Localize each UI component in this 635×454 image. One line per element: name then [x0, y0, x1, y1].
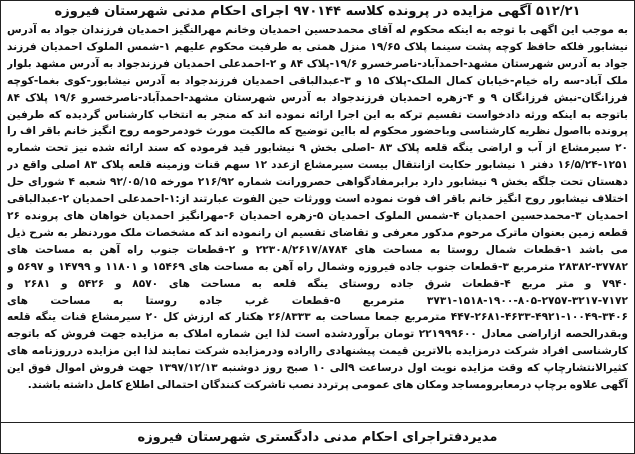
notice-signature: مدیردفتراجرای احکام مدنی دادگستری شهرستان فیروزه [137, 430, 498, 445]
notice-title: ۵۱۲/۲۱ آگهی مزایده در پرونده کلاسه ۹۷۰۱۴۴ اجرای احکام مدنی شهرستان فیروزه [54, 4, 581, 19]
notice-body: به موجب این اگهی با توجه به اینکه محکوم له آقای محمدحسین احمدیان وخانم مهرالنگیز احمدیان فرزندان جواد به آدرس نیشابور فلکه حافظ کوچه پشت سینما پلاک ۱۹/۶۵ منزل همتی به طرفیت محکوم علیهم ۱-شمس الملوک احمدیان فرزند جواد به آدرس شهرستان مشهد-احمدآباد-ناصرخسرو ۱۹/۶-پلاک ۸۴ و ۲-احمدعلی احمدیان فرزندجواد به آدرس مشهد بلوار ملک آباد-سه راه خیام-خیابان کمال الملک-پلاک ۱۵ و ۳-عبدالباقی احمدیان فرزندجواد به آدرس نیشابور-کوی بغما-کوچه فرزانگان-نبش فرزانگان ۹ و ۴-زهره احمدیان فرزندجواد به آدرس شهرستان مشهد-احمدآباد-ناصرخسرو ۱۹/۶ پلاک ۸۴ باتوجه به اینکه ورثه دادخواست تقسیم ترکه به این اجرا ارائه نموده اند که منجر به انتخاب کارشناس گردیده که طرفین پرونده بااصول نظریه کارشناسی وباحضور محکوم له بااین توضیح که مالکیت مورث خودمرحومه روح انگیز خانم باقر اف را ۲۰ سیرمشاع از آب و اراضی ینگه قلعه پلاک ۸۳ -اصلی بخش ۹ نیشابور قید فرموده که سند ارائه شده نیز تحت شماره ۱۲۵۱-۱۶/۵/۲۴ دفتر ۱ نیشابور حکایت ازانتقال بیست سیرمشاع ازعدد ۱۲ سهم قنات وزمینه قلعه پلاک ۸۳ اصلی واقع در دهستان تحت جلگه بخش ۹ نیشابور دارد برابرمفادگواهی حصرورانت شماره ۲۱۶/۹۲ مورخه ۹۲/۰۵/۱۵ شعبه ۴ شورای حل اختلاف نیشابور روح انگیز خانم باقر اف فوت نموده است وورثات حین الفوت عبارتند از:۱-احمدعلی احمدیان ۲-عبدالباقی احمدیان ۳-محمدحسین احمدیان ۴-شمس الملوک احمدیان ۵-زهره احمدیان ۶-مهرانگیز احمدیان خواهان های پرونده ۲۶ قطعه زمین بعنوان ماترک مرحوم مدکور معرفی و تقاضای تقسیم ان رانموده اند که مشخصات ملک موردنظر به شرح ذیل می باشد ۱-قطعات شمال روستا به مساحت های ۲۲۳۰۸/۲۶۱۷/۸۷۸۴ و ۲-قطعات جنوب راه آهن به مساحت های ۳۷۷۸۲-۲۸۳۸۲ مترمربع ۳-قطعات جنوب جاده فیروزه وشمال راه آهن به مساحت های ۱۵۴۶۹ و ۱۱۸۰۱ و ۱۴۷۹۹ و ۵۶۹۷ و ۷۹۴۰ و متر مربع ۴-قطعات شرق جاده روستای ینگه قلعه به مساحت های ۸۵۷۰ و ۵۴۲۶ و ۲۶۸۱ و ۷۱۷۲-۳۲۱۷-۲۷۵۷-۸۰۵-۱۹۰۰-۱۵۱۸-۳۷۳۱ مترمربع ۵-قطعات غرب جاده روستا به مساحت های ۳۴۰۶-۱۰۰۴۹-۴۹۲۱-۴۶۳۳-۲۶۸۱-۴۴۷ مترمربع جمعا مساحت به ۲۶/۸۳۳۳ هکتار که ارزش کل ۲۰ سیرمشاع قنات ینگه قلعه وبقدرالحصه ازاراضی معادل ۲۲۱۹۹۹۶۰۰ تومان برآوردشده است لذا این شماره املاک به مزایده جهت فروش که باتوجه کارشناسی افراد شرکت درمزایده بالاترین قیمت پیشنهادی رااراده ودرمزایده شرکت نمایند لذا این مزایده درروزنامه های کثیرالانتشارچاپ که وقت مزایده نوبت اول درساعت ۹الی ۱۰ صبح روز دوشنبه ۱۳۹۷/۱۲/۱۳ جهت فروش اموال فوق این آگهی علاوه برچاپ درمعابرومساجد ومکان های عمومی پرتردد نصب تاشرکت کنندگان احتمالی اطلاع کامل داشته باشند. [7, 24, 628, 392]
footer-divider [1, 422, 634, 423]
